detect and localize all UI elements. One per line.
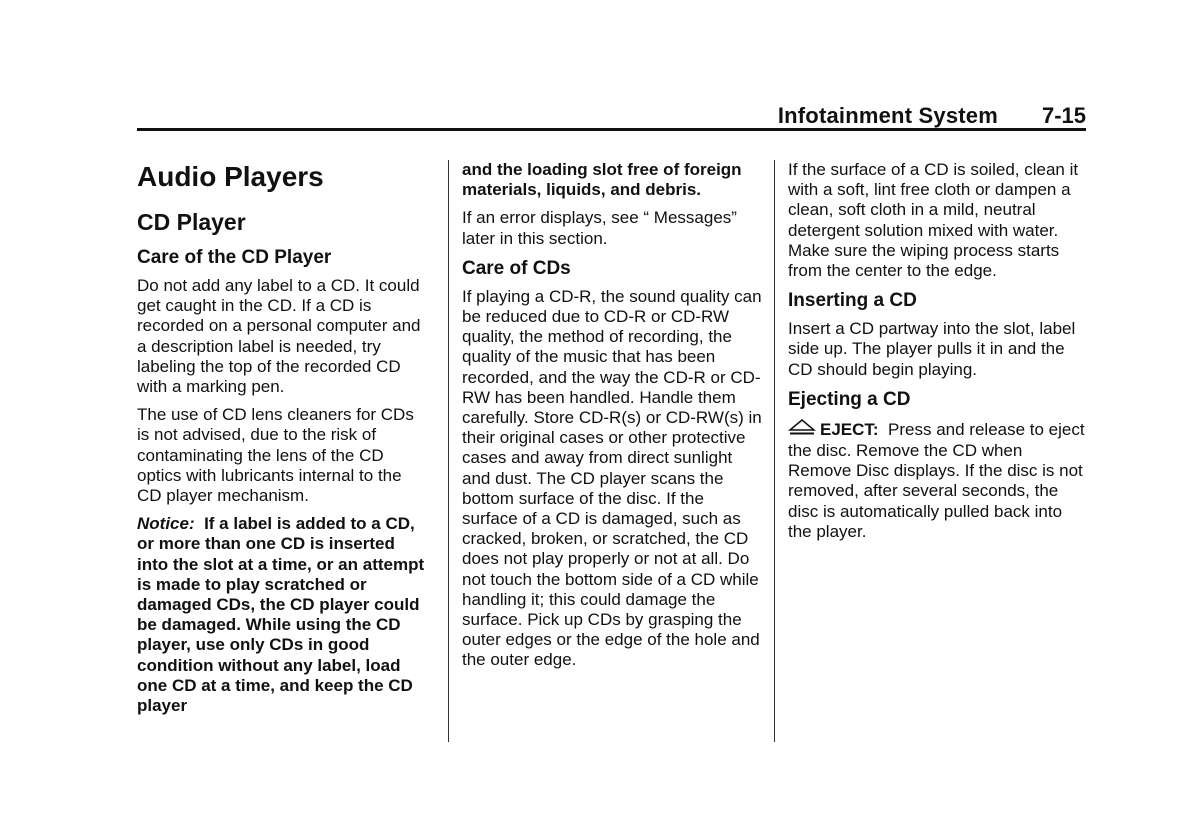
column-3 <box>788 160 1088 550</box>
subheading-care-of-cds: Care of CDs <box>462 257 571 279</box>
column-divider <box>448 160 449 742</box>
paragraph-lens-cleaners: The use of CD lens cleaners for CDs is not advised, due to the risk of contaminating the lens of the CD optics with lubricants internal to the CD player mechanism. <box>137 405 414 506</box>
eject-text: Press and release to eject the disc. Remove the CD when Remove Disc displays. If the disc is not removed, after several seconds, the disc is automatically pulled back into the player. <box>788 419 1085 541</box>
paragraph-care-of-cds: If playing a CD-R, the sound quality can be reduced due to CD-R or CD-RW quality, the method of recording, the quality of the music that has been recorded, and the way the CD-R or CD-RW has been handled. Handle them carefully. Store CD-R(s) or CD-RW(s) in their original cases or other protective cases and away from direct sunlight and dust. The CD player scans the bottom surface of the disc. If the surface of a CD is damaged, such as cracked, broken, or scratched, the CD does not play properly or not at all. Do not touch the bottom side of a CD while handling it; this could damage the surface. Pick up CDs by grasping the outer edges or the edge of the hole and the outer edge. <box>462 286 762 670</box>
section-title: Infotainment System <box>777 103 998 128</box>
header-rule <box>137 128 1086 131</box>
section-heading-cd-player: CD Player <box>137 209 246 235</box>
page-number: 7-15 <box>1041 103 1086 128</box>
column-2 <box>462 160 762 679</box>
notice-text: If a label is added to a CD, or more than one CD is inserted into the slot at a time, or an attempt is made to play scratched or damaged CDs, the CD player could be damaged. While using the CD player, use only CDs in good condition without any label, load one CD at a time, and keep the CD player <box>137 514 425 716</box>
column-divider <box>774 160 775 742</box>
notice-paragraph <box>137 514 429 716</box>
subheading-ejecting-a-cd: Ejecting a CD <box>788 388 911 410</box>
subheading-care-of-cd-player: Care of the CD Player <box>137 247 332 268</box>
notice-continuation: and the loading slot free of foreign materials, liquids, and debris. <box>462 160 742 200</box>
paragraph-inserting: Insert a CD partway into the slot, label side up. The player pulls it in and the CD should begin playing. <box>788 319 1076 379</box>
column-1 <box>137 160 429 724</box>
eject-icon <box>788 418 816 441</box>
page-title: Audio Players <box>137 161 324 192</box>
notice-label: Notice: <box>137 514 195 534</box>
paragraph-label-warning: Do not add any label to a CD. It could get caught in the CD. If a CD is recorded on a personal computer and a description label is needed, try labeling the top of the recorded CD with a marking pen. <box>137 276 421 397</box>
paragraph-error-messages: If an error displays, see “ Messages” later in this section. <box>462 208 737 248</box>
eject-label: EJECT: <box>820 419 879 439</box>
page-header <box>137 100 1086 130</box>
paragraph-soiled-cd: If the surface of a CD is soiled, clean it with a soft, lint free cloth or dampen a clean, soft cloth in a mild, neutral detergent solution mixed with water. Make sure the wiping process starts from the center to the edge. <box>788 160 1079 281</box>
subheading-inserting-a-cd: Inserting a CD <box>788 290 917 312</box>
paragraph-ejecting <box>788 418 1088 542</box>
